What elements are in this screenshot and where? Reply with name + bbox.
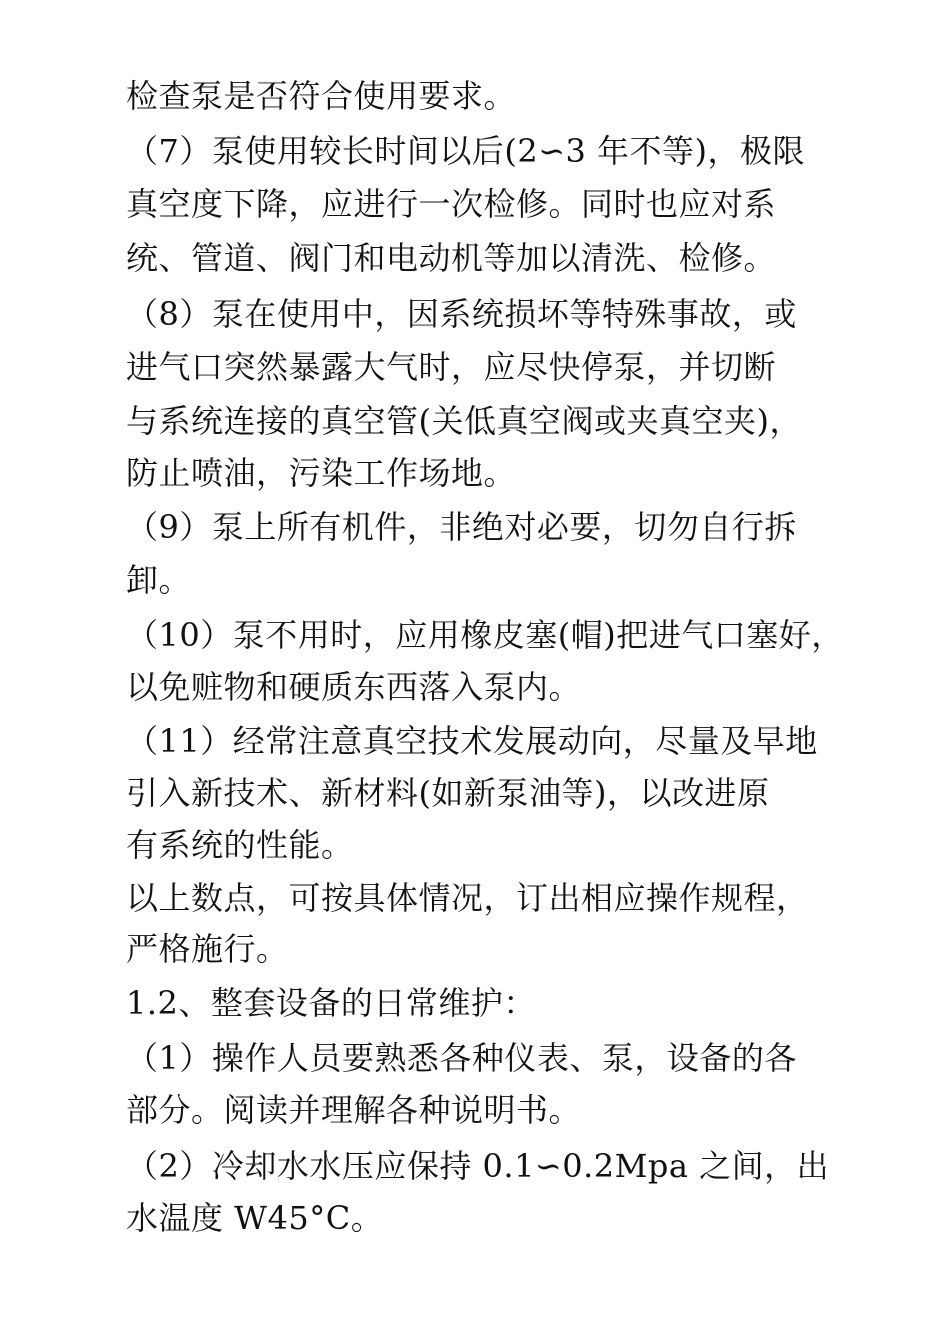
text-line: 部分。阅读并理解各种说明书。	[126, 1091, 582, 1129]
text-line: （1）操作人员要熟悉各种仪表、泵，设备的各	[126, 1039, 797, 1077]
text-line: 真空度下降，应进行一次检修。同时也应对系	[126, 185, 777, 223]
text-line: 与系统连接的真空管(关低真空阀或夹真空夹)，	[126, 402, 802, 440]
text-line: 以上数点，可按具体情况，订出相应操作规程，	[126, 879, 809, 917]
text-line: 水温度 W45°C。	[126, 1199, 384, 1237]
text-line: 1.2、整套设备的日常维护：	[126, 984, 536, 1022]
text-line: （10）泵不用时，应用橡皮塞(帽)把进气口塞好，	[126, 616, 844, 654]
text-line: （8）泵在使用中，因系统损坏等特殊事故，或	[126, 295, 797, 333]
text-line: 卸。	[126, 561, 192, 599]
text-line: （2）冷却水水压应保持 0.1∽0.2Mpa 之间，出	[126, 1147, 830, 1185]
text-line: 有系统的性能。	[126, 826, 354, 864]
text-line: 检查泵是否符合使用要求。	[126, 77, 517, 115]
text-line: （7）泵使用较长时间以后(2∽3 年不等)，极限	[126, 132, 806, 170]
text-line: 进气口突然暴露大气时，应尽快停泵，并切断	[126, 348, 777, 386]
text-line: 防止喷油，污染工作场地。	[126, 454, 517, 492]
text-line: （11）经常注意真空技术发展动向，尽量及早地	[126, 722, 818, 760]
text-line: 引入新技术、新材料(如新泵油等)，以改进原	[126, 774, 770, 812]
text-line: 严格施行。	[126, 930, 289, 968]
text-line: （9）泵上所有机件，非绝对必要，切勿自行拆	[126, 508, 797, 546]
text-line: 以免赃物和硬质东西落入泵内。	[126, 668, 582, 706]
text-line: 统、管道、阀门和电动机等加以清洗、检修。	[126, 239, 777, 277]
